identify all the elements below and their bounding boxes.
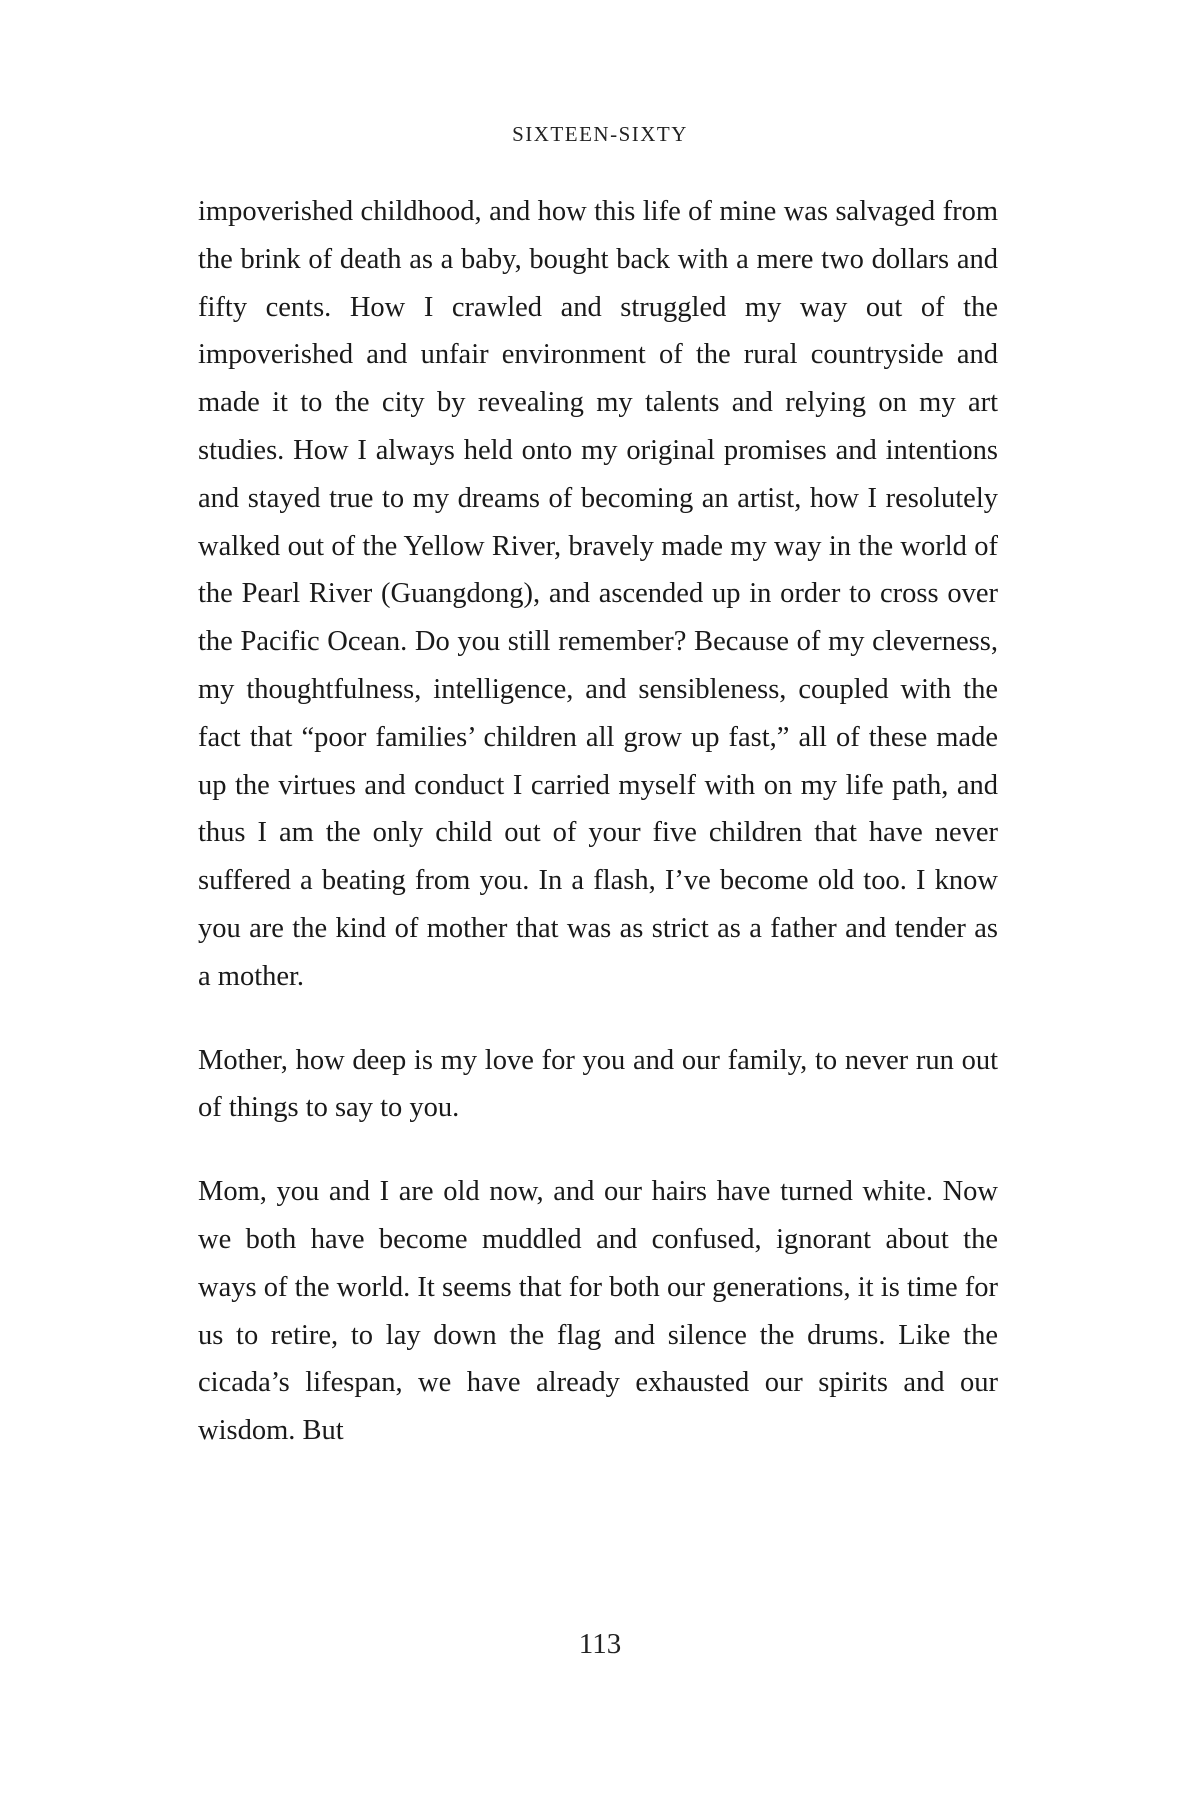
page-number: 113 xyxy=(578,1628,622,1660)
body-text xyxy=(198,188,998,1455)
running-head: SIXTEEN-SIXTY xyxy=(512,122,688,146)
paragraph: impoverished childhood, and how this life of mine was salvaged from the brink of death as a baby, bought back with a mere two dollars and fifty cents. How I crawled and struggled my way out of the impoverished and unfair environment of the rural countryside and made it to the city by revealing my talents and relying on my art studies. How I always held onto my original promises and intentions and stayed true to my dreams of becoming an artist, how I resolutely walked out of the Yellow River, bravely made my way in the world of the Pearl River (Guangdong), and ascended up in order to cross over the Pacific Ocean. Do you still remember? Because of my cleverness, my thoughtfulness, intelligence, and sensibleness, coupled with the fact that “poor families’ children all grow up fast,” all of these made up the virtues and conduct I carried myself with on my life path, and thus I am the only child out of your five children that have never suffered a beating from you. In a flash, I’ve become old too. I know you are the kind of mother that was as strict as a father and tender as a mother. xyxy=(198,196,998,992)
paragraph: Mother, how deep is my love for you and our family, to never run out of things to say to you. xyxy=(198,1044,998,1124)
paragraph: Mom, you and I are old now, and our hairs have turned white. Now we both have become muddled and confused, ignorant about the ways of the world. It seems that for both our generations, it is time for us to retire, to lay down the flag and silence the drums. Like the cicada’s lifespan, we have already exhausted our spirits and our wisdom. But xyxy=(198,1176,998,1447)
